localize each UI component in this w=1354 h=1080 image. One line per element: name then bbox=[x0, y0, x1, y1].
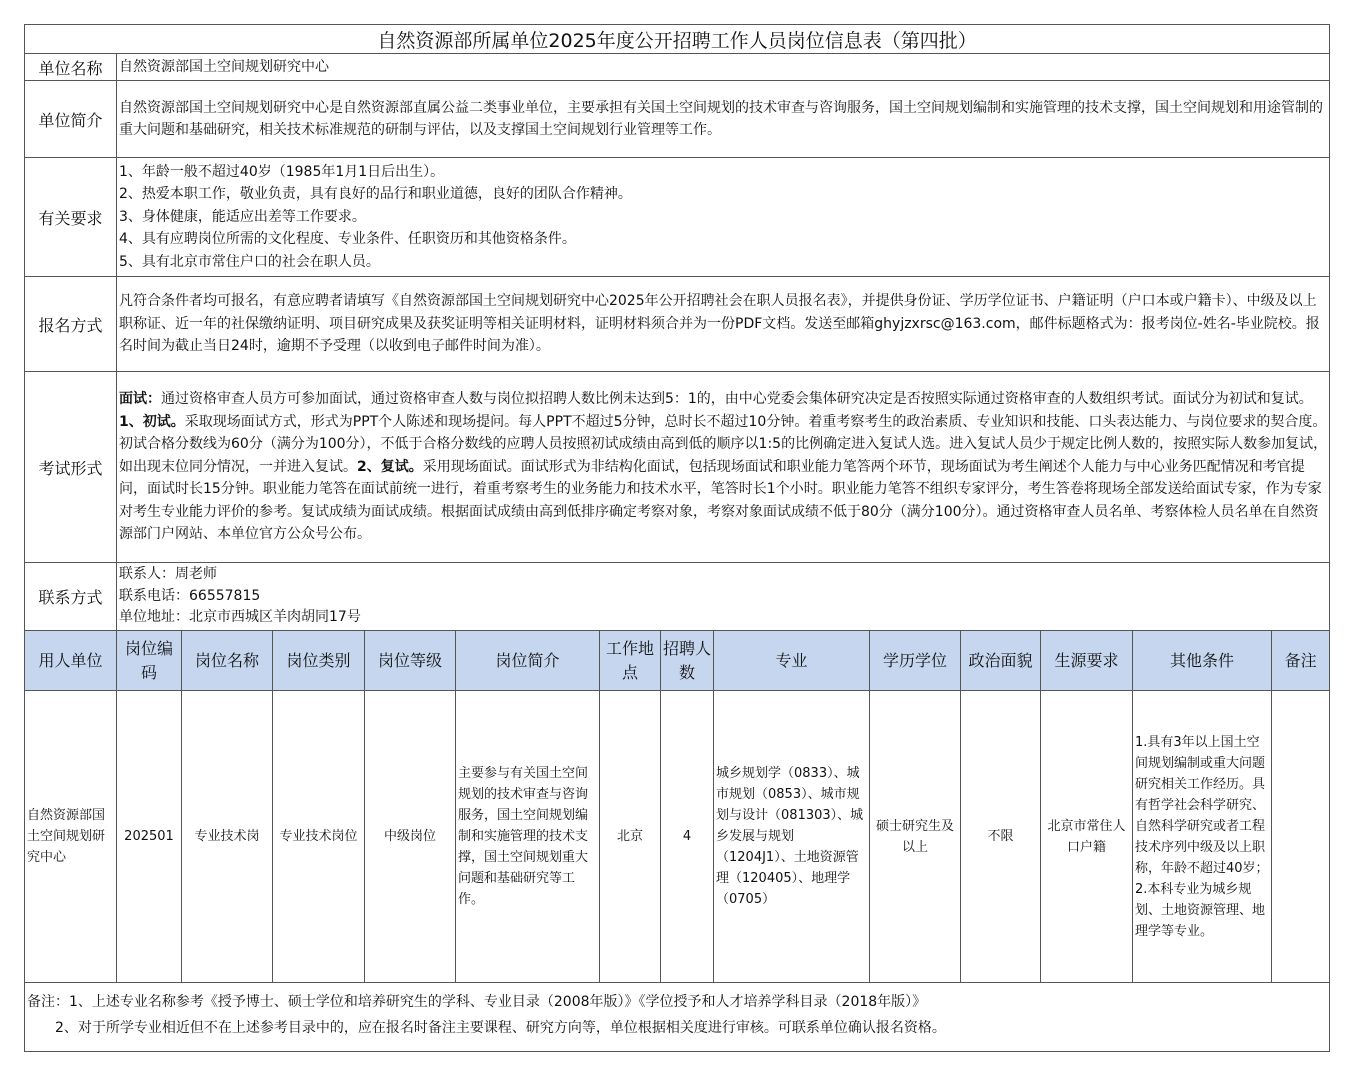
cell-intro: 主要参与有关国土空间规划的技术审查与咨询服务，国土空间规划编制和实施管理的技术支撑，国土空间规划重大问题和基础研究等工作。 bbox=[456, 691, 600, 983]
notes bbox=[25, 983, 1330, 1052]
column-header: 生源要求 bbox=[1041, 631, 1133, 691]
unit-name-value: 自然资源部国土空间规划研究中心 bbox=[117, 54, 1330, 81]
requirement-item: 5、具有北京市常住户口的社会在职人员。 bbox=[119, 253, 380, 270]
cell-level: 中级岗位 bbox=[365, 691, 456, 983]
column-header: 岗位简介 bbox=[456, 631, 600, 691]
unit-intro-label: 单位简介 bbox=[25, 81, 117, 158]
requirement-item: 4、具有应聘岗位所需的文化程度、专业条件、任职资历和其他资格条件。 bbox=[119, 231, 576, 248]
table-title: 自然资源部所属单位2025年度公开招聘工作人员岗位信息表（第四批） bbox=[25, 25, 1330, 54]
exam-bold-interview: 面试： bbox=[119, 391, 161, 408]
cell-count: 4 bbox=[661, 691, 714, 983]
column-header: 工作地点 bbox=[600, 631, 661, 691]
column-header: 招聘人数 bbox=[661, 631, 714, 691]
cell-position-name: 专业技术岗 bbox=[182, 691, 273, 983]
column-header: 岗位名称 bbox=[182, 631, 273, 691]
column-header: 用人单位 bbox=[25, 631, 117, 691]
cell-origin: 北京市常住人口户籍 bbox=[1041, 691, 1133, 983]
contact-value bbox=[117, 563, 1330, 631]
table-row bbox=[25, 691, 1330, 983]
cell-remark bbox=[1272, 691, 1330, 983]
column-header: 专业 bbox=[714, 631, 870, 691]
contact-phone: 联系电话：66557815 bbox=[119, 587, 261, 604]
column-header: 岗位等级 bbox=[365, 631, 456, 691]
note-line-1: 备注：1、上述专业名称参考《授予博士、硕士学位和培养研究生的学科、专业目录（2008年版）》《学位授予和人才培养学科目录（2018年版）》 bbox=[27, 994, 927, 1010]
cell-major: 城乡规划学（0833）、城市规划（0853）、城市规划与设计（081303）、城乡发展与规划（1204J1）、土地资源管理（120405）、地理学（0705） bbox=[714, 691, 870, 983]
exam-text-second: 采用现场面试。面试形式为非结构化面试，包括现场面试和职业能力笔答两个环节，现场面试为考生阐述个人能力与中心业务匹配情况和考官提问，面试时长15分钟。职业能力笔答在面试前统一进行，着重考察考生的业务能力和技术水平，笔答时长1个小时。职业能力笔答不组织专家评分，考生答卷将现场全部发送给面试专家，作为专家对考生专业能力评价的参考。复试成绩为面试成绩。根据面试成绩由高到低排序确定考察对象，考察对象面试成绩不低于80分（满分100分）。通过资格审查人员名单、考察体检人员名单在自然资源部门户网站、本单位官方公众号公布。 bbox=[119, 458, 1322, 543]
requirement-item: 1、年龄一般不超过40岁（1985年1月1日后出生）。 bbox=[119, 163, 445, 180]
column-header-row bbox=[25, 631, 1330, 691]
exam-label: 考试形式 bbox=[25, 372, 117, 563]
column-header: 其他条件 bbox=[1133, 631, 1272, 691]
cell-code: 202501 bbox=[117, 691, 182, 983]
requirements-list bbox=[117, 158, 1330, 277]
column-header: 岗位类别 bbox=[273, 631, 365, 691]
exam-text-interview: 通过资格审查人员方可参加面试，通过资格审查人数与岗位拟招聘人数比例未达到5：1的，由中心党委会集体研究决定是否按照实际通过资格审查的人数组织考试。面试分为初试和复试。 bbox=[161, 391, 1313, 408]
unit-intro-value: 自然资源部国土空间规划研究中心是自然资源部直属公益二类事业单位，主要承担有关国土空间规划的技术审查与咨询服务，国土空间规划编制和实施管理的技术支撑，国土空间规划和用途管制的重大问题和基础研究，相关技术标准规范的研制与评估，以及支撑国土空间规划行业管理等工作。 bbox=[117, 81, 1330, 158]
exam-bold-first: 1、初试。 bbox=[119, 413, 185, 430]
requirement-item: 2、热爱本职工作，敬业负责，具有良好的品行和职业道德，良好的团队合作精神。 bbox=[119, 186, 632, 203]
cell-category: 专业技术岗位 bbox=[273, 691, 365, 983]
cell-location: 北京 bbox=[600, 691, 661, 983]
exam-bold-second: 2、复试。 bbox=[357, 458, 423, 475]
cell-other: 1.具有3年以上国土空间规划编制或重大问题研究相关工作经历。具有哲学社会科学研究、自然科学研究或者工程技术序列中级及以上职称，年龄不超过40岁； 2.本科专业为城乡规划、土地资源管理、地理学等专业。 bbox=[1133, 691, 1272, 983]
job-info-table bbox=[24, 24, 1330, 1052]
contact-label: 联系方式 bbox=[25, 563, 117, 631]
note-line-2: 2、对于所学专业相近但不在上述参考目录中的，应在报名时备注主要课程、研究方向等，单位根据相关度进行审核。可联系单位确认报名资格。 bbox=[55, 1020, 946, 1036]
unit-name-label: 单位名称 bbox=[25, 54, 117, 81]
column-header: 学历学位 bbox=[870, 631, 961, 691]
column-header: 政治面貌 bbox=[961, 631, 1041, 691]
requirements-label: 有关要求 bbox=[25, 158, 117, 277]
cell-degree: 硕士研究生及以上 bbox=[870, 691, 961, 983]
cell-political: 不限 bbox=[961, 691, 1041, 983]
column-header: 岗位编码 bbox=[117, 631, 182, 691]
contact-address: 单位地址：北京市西城区羊肉胡同17号 bbox=[119, 609, 361, 626]
contact-person: 联系人：周老师 bbox=[119, 566, 217, 583]
column-header: 备注 bbox=[1272, 631, 1330, 691]
registration-value: 凡符合条件者均可报名，有意应聘者请填写《自然资源部国土空间规划研究中心2025年公开招聘社会在职人员报名表》，并提供身份证、学历学位证书、户籍证明（户口本或户籍卡）、中级及以上职称证、近一年的社保缴纳证明、项目研究成果及获奖证明等相关证明材料，证明材料须合并为一份PDF文档。发送至邮箱ghyjzxrsc@163.com，邮件标题格式为：报考岗位-姓名-毕业院校。报名时间为截止当日24时，逾期不予受理（以收到电子邮件时间为准）。 bbox=[117, 277, 1330, 372]
registration-label: 报名方式 bbox=[25, 277, 117, 372]
requirement-item: 3、身体健康，能适应出差等工作要求。 bbox=[119, 208, 366, 225]
exam-value bbox=[117, 372, 1330, 563]
exam-text-first: 采取现场面试方式，形式为PPT个人陈述和现场提问。每人PPT不超过5分钟，总时长不超过10分钟。着重考察考生的政治素质、专业知识和技能、口头表达能力、与岗位要求的契合度。初试合格分数线为60分（满分为100分），不低于合格分数线的应聘人员按照初试成绩由高到低的顺序以1:5的比例确定进入复试人选。进入复试人员少于规定比例人数的，按照实际人数参加复试，如出现末位同分情况，一并进入复试。 bbox=[119, 413, 1328, 475]
cell-employer: 自然资源部国土空间规划研究中心 bbox=[25, 691, 117, 983]
